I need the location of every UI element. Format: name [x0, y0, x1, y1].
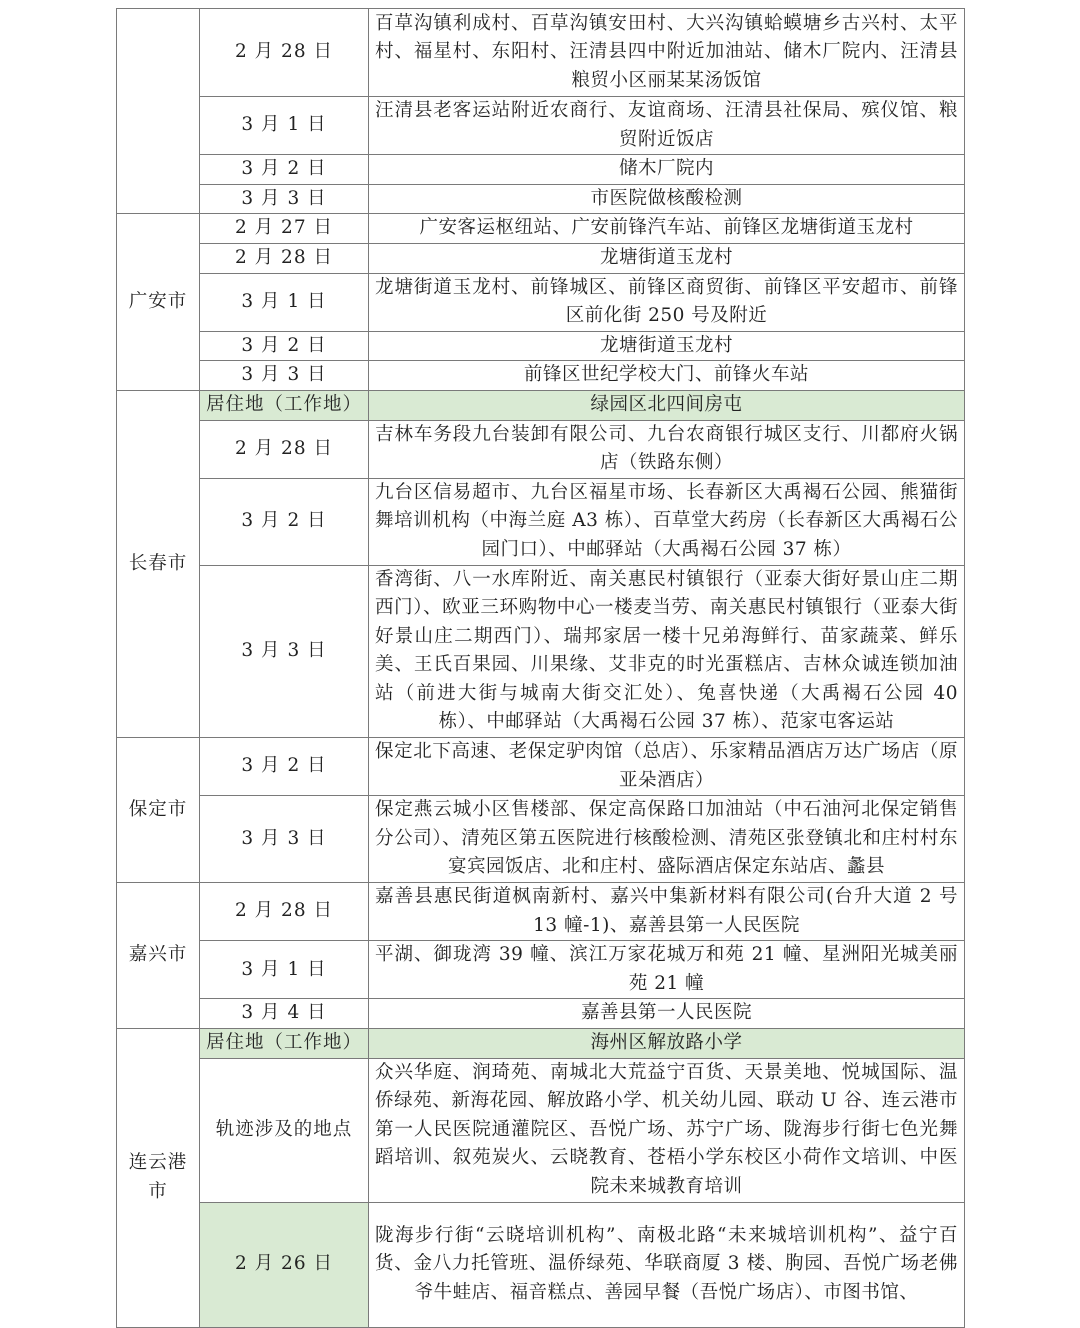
location-cell: 保定北下高速、老保定驴肉馆（总店）、乐家精品酒店万达广场店（原亚朵酒店）	[369, 738, 965, 796]
location-cell: 香湾街、八一水库附近、南关惠民村镇银行（亚泰大街好景山庄二期西门）、欧亚三环购物中心一楼麦当劳、南关惠民村镇银行（亚泰大街好景山庄二期西门）、瑞邦家居一楼十兄弟海鲜行、苗家蔬菜、鲜乐美、王氏百果园、川果缘、艾非克的时光蛋糕店、吉林众诚连锁加油站（前进大街与城南大街交汇处）、兔喜快递（大禹褐石公园 40 栋）、中邮驿站（大禹褐石公园 37 栋）、范家屯客运站	[369, 565, 965, 738]
table-row	[117, 738, 965, 796]
date-cell: 2 月 28 日	[200, 9, 369, 97]
date-cell: 3 月 2 日	[200, 155, 369, 185]
date-cell: 3 月 3 日	[200, 184, 369, 214]
table-row	[117, 9, 965, 97]
location-cell: 众兴华庭、润琦苑、南城北大荒益宁百货、天景美地、悦城国际、温侨绿苑、新海花园、解放路小学、机关幼儿园、联动 U 谷、连云港市第一人民医院通灌院区、吾悦广场、苏宁广场、陇海步行街七色光舞蹈培训、叙苑炭火、云晓教育、苍梧小学东校区小荷作文培训、中医院未来城教育培训	[369, 1058, 965, 1202]
table-row	[117, 565, 965, 738]
date-cell: 2 月 26 日	[200, 1202, 369, 1327]
date-cell: 3 月 3 日	[200, 796, 369, 883]
date-cell: 2 月 28 日	[200, 883, 369, 941]
location-cell: 绿园区北四间房屯	[369, 390, 965, 420]
date-cell: 轨迹涉及的地点	[200, 1058, 369, 1202]
city-cell: 保定市	[117, 738, 200, 883]
date-cell: 居住地（工作地）	[200, 390, 369, 420]
city-cell	[117, 9, 200, 214]
table-row	[117, 1202, 965, 1327]
location-cell: 龙塘街道玉龙村	[369, 331, 965, 361]
location-cell: 九台区信易超市、九台区福星市场、长春新区大禹褐石公园、熊猫街舞培训机构（中海兰庭 A3 栋）、百草堂大药房（长春新区大禹褐石公园门口）、中邮驿站（大禹褐石公园 37 栋）	[369, 478, 965, 565]
date-cell: 2 月 27 日	[200, 214, 369, 244]
table-row	[117, 796, 965, 883]
date-cell: 2 月 28 日	[200, 243, 369, 273]
itinerary-table	[116, 8, 965, 1328]
city-cell: 广安市	[117, 214, 200, 391]
location-cell: 保定燕云城小区售楼部、保定高保路口加油站（中石油河北保定销售分公司）、清苑区第五医院进行核酸检测、清苑区张登镇北和庄村村东宴宾园饭店、北和庄村、盛际酒店保定东站店、蠡县	[369, 796, 965, 883]
date-cell: 3 月 1 日	[200, 273, 369, 331]
location-cell: 嘉善县惠民街道枫南新村、嘉兴中集新材料有限公司(台升大道 2 号 13 幢-1)、嘉善县第一人民医院	[369, 883, 965, 941]
table-row	[117, 420, 965, 478]
date-cell: 2 月 28 日	[200, 420, 369, 478]
table-row	[117, 331, 965, 361]
date-cell: 3 月 2 日	[200, 331, 369, 361]
location-cell: 陇海步行街“云晓培训机构”、南极北路“未来城培训机构”、益宁百货、金八力托管班、温侨绿苑、华联商厦 3 楼、朐园、吾悦广场老佛爷牛蛙店、福音糕点、善园早餐（吾悦广场店）、市图书馆、	[369, 1202, 965, 1327]
location-cell: 吉林车务段九台装卸有限公司、九台农商银行城区支行、川都府火锅店（铁路东侧）	[369, 420, 965, 478]
location-cell: 市医院做核酸检测	[369, 184, 965, 214]
location-cell: 汪清县老客运站附近农商行、友谊商场、汪清县社保局、殡仪馆、粮贸附近饭店	[369, 97, 965, 155]
location-cell: 龙塘街道玉龙村	[369, 243, 965, 273]
city-cell: 连云港市	[117, 1029, 200, 1328]
table-row	[117, 999, 965, 1029]
table-row	[117, 273, 965, 331]
table-row	[117, 361, 965, 391]
location-cell: 前锋区世纪学校大门、前锋火车站	[369, 361, 965, 391]
date-cell: 3 月 2 日	[200, 478, 369, 565]
table-row	[117, 1058, 965, 1202]
city-cell: 嘉兴市	[117, 883, 200, 1029]
date-cell: 居住地（工作地）	[200, 1029, 369, 1059]
table-row	[117, 155, 965, 185]
table-row	[117, 1029, 965, 1059]
location-cell: 平湖、御珑湾 39 幢、滨江万家花城万和苑 21 幢、星洲阳光城美丽苑 21 幢	[369, 941, 965, 999]
table-row	[117, 390, 965, 420]
location-cell: 广安客运枢纽站、广安前锋汽车站、前锋区龙塘街道玉龙村	[369, 214, 965, 244]
date-cell: 3 月 2 日	[200, 738, 369, 796]
table-row	[117, 214, 965, 244]
table-row	[117, 941, 965, 999]
date-cell: 3 月 3 日	[200, 361, 369, 391]
location-cell: 龙塘街道玉龙村、前锋城区、前锋区商贸街、前锋区平安超市、前锋区前化街 250 号及附近	[369, 273, 965, 331]
location-cell: 海州区解放路小学	[369, 1029, 965, 1059]
date-cell: 3 月 4 日	[200, 999, 369, 1029]
location-cell: 储木厂院内	[369, 155, 965, 185]
table-row	[117, 478, 965, 565]
location-cell: 百草沟镇利成村、百草沟镇安田村、大兴沟镇蛤蟆塘乡古兴村、太平村、福星村、东阳村、汪清县四中附近加油站、储木厂院内、汪清县粮贸小区丽某某汤饭馆	[369, 9, 965, 97]
date-cell: 3 月 1 日	[200, 941, 369, 999]
date-cell: 3 月 1 日	[200, 97, 369, 155]
table-row	[117, 184, 965, 214]
location-cell: 嘉善县第一人民医院	[369, 999, 965, 1029]
date-cell: 3 月 3 日	[200, 565, 369, 738]
table-row	[117, 243, 965, 273]
table-row	[117, 883, 965, 941]
table-row	[117, 97, 965, 155]
city-cell: 长春市	[117, 390, 200, 737]
